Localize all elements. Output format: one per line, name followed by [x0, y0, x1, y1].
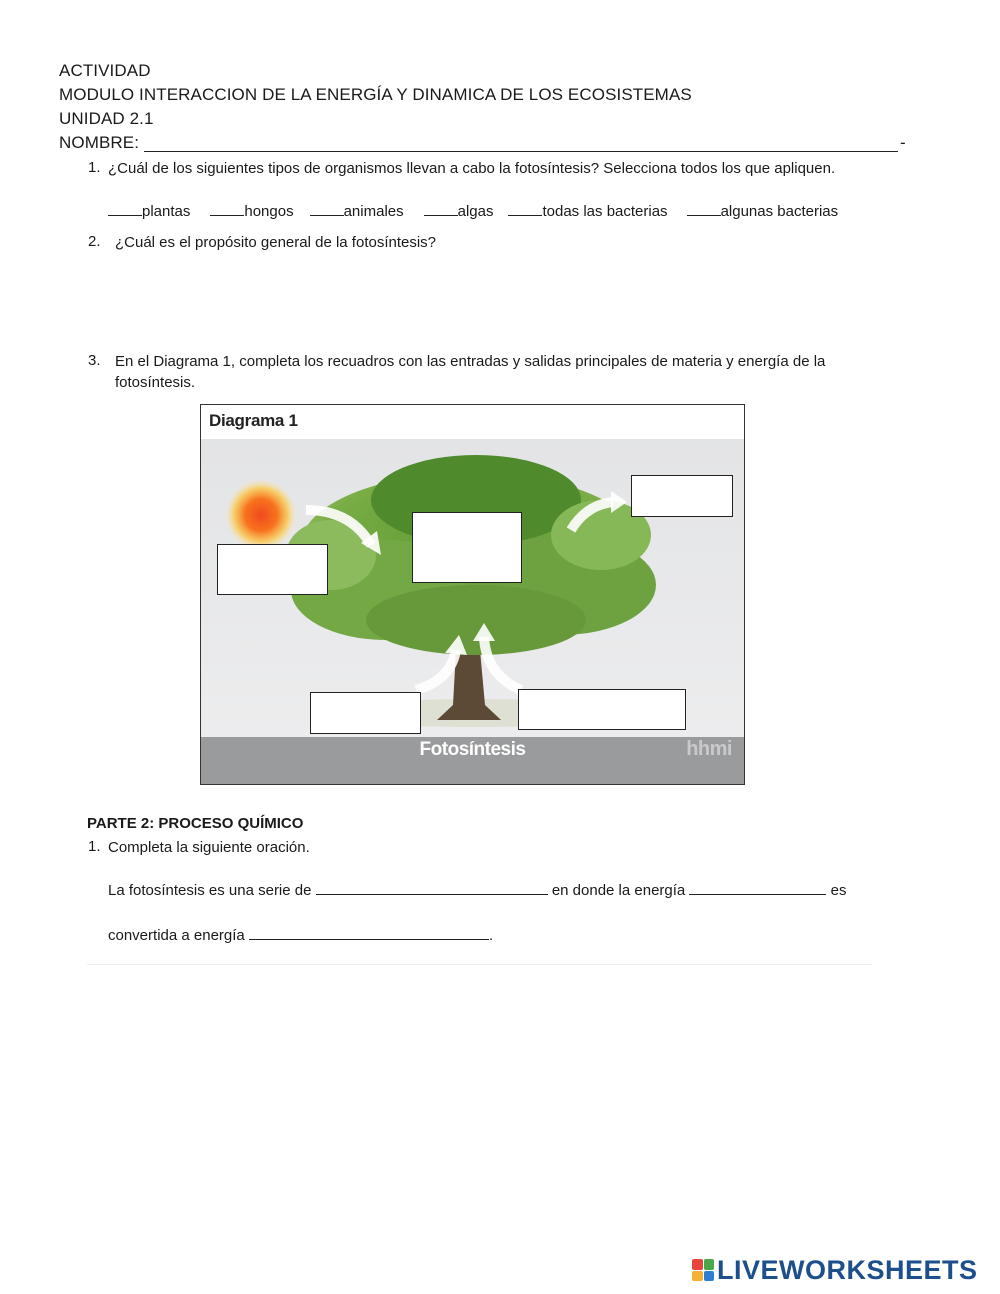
- part2-q1-text: Completa la siguiente oración.: [108, 839, 310, 856]
- name-label: NOMBRE:: [59, 133, 140, 152]
- sentence-part-d: convertida a energía: [108, 927, 245, 944]
- unit-label: UNIDAD 2.1: [59, 109, 154, 128]
- module-title: MODULO INTERACCION DE LA ENERGÍA Y DINAMICA DE LOS ECOSISTEMAS: [59, 85, 692, 104]
- answer-box-air-input[interactable]: [518, 689, 686, 730]
- sentence-line2: [108, 925, 493, 944]
- activity-label: ACTIVIDAD: [59, 61, 151, 80]
- name-input-line[interactable]: [144, 151, 898, 152]
- sun-icon: [225, 479, 297, 551]
- q1-option-label: algas: [457, 203, 494, 220]
- hhmi-logo: hhmi: [686, 738, 732, 760]
- q1-text: ¿Cuál de los siguientes tipos de organismos llevan a cabo la fotosíntesis? Selecciona todos los que apliquen.: [108, 160, 836, 177]
- q1-option-label: hongos: [244, 203, 294, 220]
- q1-option-blank[interactable]: [424, 201, 458, 216]
- q1-option-label: todas las bacterias: [542, 203, 668, 220]
- answer-box-leaf-input[interactable]: [412, 512, 522, 583]
- q1-option-blank[interactable]: [310, 201, 344, 216]
- blank-energy-to[interactable]: [249, 925, 489, 940]
- answer-box-root-input[interactable]: [310, 692, 421, 734]
- sentence-part-c: es: [830, 882, 847, 899]
- q1-number: 1.: [88, 159, 101, 176]
- q1-option-label: plantas: [142, 203, 191, 220]
- q3-number: 3.: [88, 352, 101, 369]
- q2-number: 2.: [88, 233, 101, 250]
- sentence-part-b: en donde la energía: [551, 882, 686, 899]
- blank-energy-from[interactable]: [689, 880, 826, 895]
- q1-option-label: animales: [343, 203, 404, 220]
- name-line-dash: -: [900, 133, 906, 152]
- part2-q1-number: 1.: [88, 838, 101, 855]
- q1-options: [108, 201, 838, 220]
- photosynthesis-diagram: [200, 404, 745, 785]
- sentence-part-a: La fotosíntesis es una serie de: [108, 882, 312, 899]
- blank-series[interactable]: [316, 880, 548, 895]
- liveworksheets-mark-icon: [692, 1259, 714, 1281]
- part2-title: PARTE 2: PROCESO QUÍMICO: [87, 815, 304, 832]
- q3-text-line2: fotosíntesis.: [115, 374, 196, 391]
- q1-option-blank[interactable]: [687, 201, 721, 216]
- sentence-line1: [108, 880, 846, 899]
- sentence-end: .: [488, 927, 494, 944]
- liveworksheets-brand-text: LIVEWORKSHEETS: [717, 1254, 978, 1285]
- q1-option-blank[interactable]: [108, 201, 142, 216]
- q1-option-label: algunas bacterias: [720, 203, 839, 220]
- q3-text-line1: En el Diagrama 1, completa los recuadros con las entradas y salidas principales de materia y energía de la: [115, 353, 826, 370]
- diagram-footer-label: Fotosíntesis: [419, 739, 526, 760]
- q1-option-blank[interactable]: [508, 201, 542, 216]
- q2-text: ¿Cuál es el propósito general de la fotosíntesis?: [115, 234, 437, 251]
- section-divider: [87, 964, 872, 965]
- answer-box-sunlight[interactable]: [217, 544, 328, 595]
- diagram-title: Diagrama 1: [209, 411, 298, 430]
- liveworksheets-logo: [692, 1254, 978, 1286]
- q1-option-blank[interactable]: [210, 201, 244, 216]
- answer-box-output[interactable]: [631, 475, 733, 517]
